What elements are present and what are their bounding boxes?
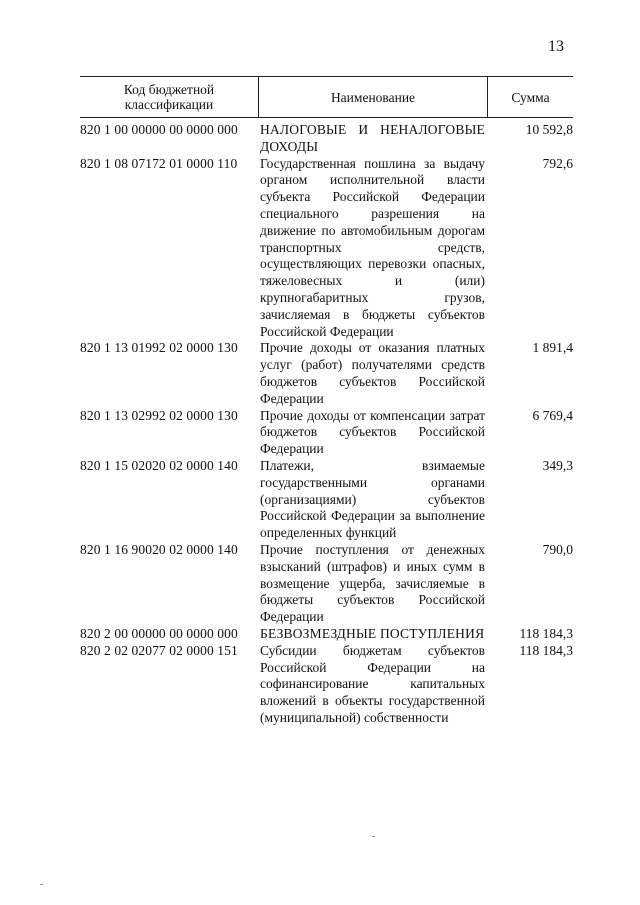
row-sum: 790,0 xyxy=(542,541,573,557)
table-row xyxy=(80,626,573,643)
row-code: 820 1 00 00000 00 0000 000 xyxy=(80,122,238,137)
row-sum: 6 769,4 xyxy=(532,407,573,423)
row-name: Прочие доходы от компенсации затрат бюджетов субъектов Российской Федерации xyxy=(260,407,485,457)
row-sum: 118 184,3 xyxy=(519,642,573,658)
table-row xyxy=(80,458,573,542)
table-row xyxy=(80,542,573,626)
row-name: БЕЗВОЗМЕЗДНЫЕ ПОСТУПЛЕНИЯ xyxy=(260,625,485,641)
table-body xyxy=(80,122,573,727)
row-name: Прочие доходы от оказания платных услуг (работ) получателями средств бюджетов субъектов Российской Федерации xyxy=(260,340,485,406)
row-name: Субсидии бюджетам субъектов Российской Федерации на софинансирование капитальных вложений в объекты государственной (муниципальной) собственности xyxy=(260,642,485,725)
table-row xyxy=(80,643,573,727)
table-row xyxy=(80,408,573,458)
header-code: Код бюджетной классификации xyxy=(80,77,259,117)
row-name: Государственная пошлина за выдачу органом исполнительной власти субъекта Российской Федерации специального разрешения на движение по автомобильным дорогам транспортных средств, осуществляющих перевозки опасных, тяжеловесных и (или) крупногабаритных грузов, зачисляемая в бюджеты субъектов Российской Федерации xyxy=(260,155,485,339)
page-number: 13 xyxy=(548,38,564,55)
row-sum: 118 184,3 xyxy=(519,625,573,641)
row-code: 820 1 13 02992 02 0000 130 xyxy=(80,407,238,423)
row-name: НАЛОГОВЫЕ И НЕНАЛОГОВЫЕ ДОХОДЫ xyxy=(260,122,485,154)
scan-speck xyxy=(40,884,43,885)
table-header xyxy=(80,76,573,118)
row-name: Платежи, взимаемые государственными органами (организациями) субъектов Российской Федерации за выполнение определенных функций xyxy=(260,457,485,541)
row-sum: 349,3 xyxy=(542,457,573,473)
table-row xyxy=(80,340,573,407)
scan-speck xyxy=(372,836,375,837)
header-name: Наименование xyxy=(259,77,488,117)
row-code: 820 1 08 07172 01 0000 110 xyxy=(80,155,238,171)
row-sum: 1 891,4 xyxy=(532,340,573,356)
row-code: 820 1 16 90020 02 0000 140 xyxy=(80,541,238,557)
row-name: Прочие поступления от денежных взысканий (штрафов) и иных сумм в возмещение ущерба, зачисляемые в бюджеты субъектов Российской Федерации xyxy=(260,541,485,625)
row-code: 820 2 02 02077 02 0000 151 xyxy=(80,642,238,658)
row-code: 820 1 15 02020 02 0000 140 xyxy=(80,457,238,473)
row-sum: 10 592,8 xyxy=(525,122,573,137)
header-sum: Сумма xyxy=(511,89,550,105)
row-code: 820 1 13 01992 02 0000 130 xyxy=(80,340,238,356)
row-sum: 792,6 xyxy=(542,155,573,171)
row-code: 820 2 00 00000 00 0000 000 xyxy=(80,625,238,641)
table-row xyxy=(80,122,573,156)
table-row xyxy=(80,156,573,341)
